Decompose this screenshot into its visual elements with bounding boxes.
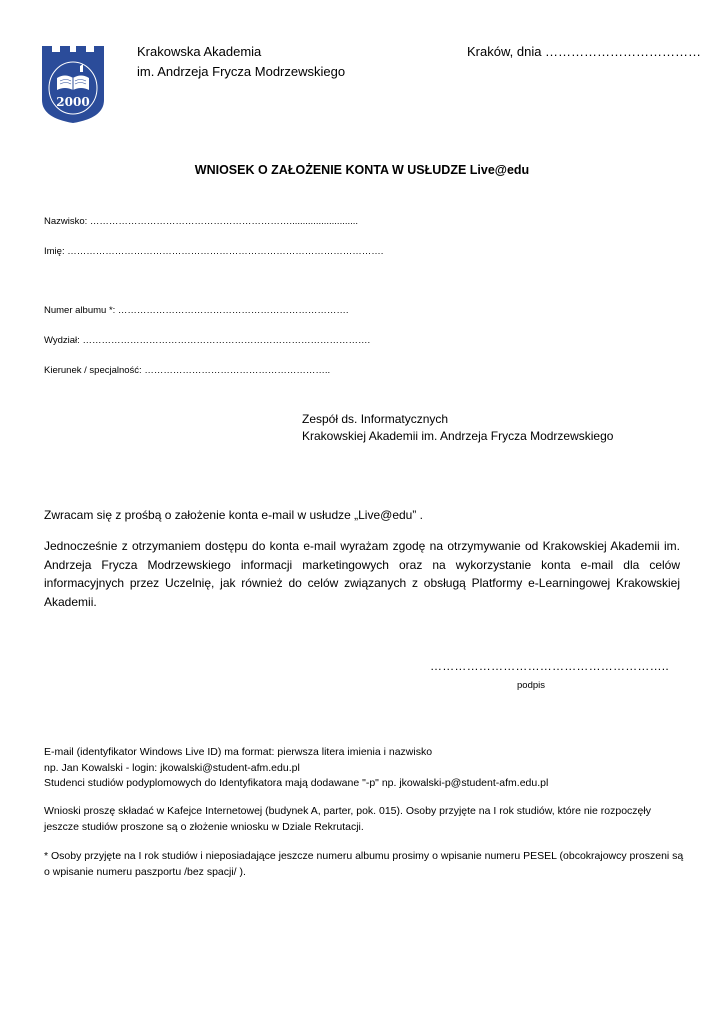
addressee-line-1: Zespół ds. Informatycznych	[302, 412, 449, 426]
email-format-line-1: E-mail (identyfikator Windows Live ID) ma format: pierwsza litera imienia i nazwisko	[44, 746, 433, 758]
email-format-line-3: Studenci studiów podyplomowych do Identyfikatora mają dodawane "-p" np. jkowalski-p@student-afm.edu.pl	[44, 777, 549, 789]
addressee	[302, 411, 613, 445]
logo-year: 2000	[56, 95, 90, 109]
field-faculty[interactable]: Wydział: ……………………………………………………………………………….	[44, 335, 371, 346]
addressee-line-2: Krakowskiej Akademii im. Andrzeja Frycza Modrzewskiego	[302, 429, 614, 443]
signature-label: podpis	[517, 680, 545, 691]
university-logo	[40, 42, 106, 124]
institution-line-1: Krakowska Akademia	[137, 44, 262, 59]
institution-line-2: im. Andrzeja Frycza Modrzewskiego	[137, 64, 346, 79]
document-title: WNIOSEK O ZAŁOŻENIE KONTA W USŁUDZE Live@edu	[194, 163, 530, 177]
email-format-line-2: np. Jan Kowalski - login: jkowalski@student-afm.edu.pl	[44, 761, 300, 774]
institution-name	[137, 42, 345, 82]
field-first-name[interactable]: Imię: ……………………………………………………………………………………….	[44, 246, 384, 257]
university-crest-icon	[40, 42, 106, 124]
request-paragraph: Zwracam się z prośbą o założenie konta e-mail w usłudze „Live@edu” .	[44, 508, 424, 522]
signature-line[interactable]: …………………………………………………..	[430, 659, 669, 673]
submission-note: Wnioski proszę składać w Kafejce Internetowej (budynek A, parter, pok. 015). Osoby przyjęte na I rok studiów, które nie rozpoczęły jeszcze studiów proszone są o złożenie wniosku w Dziale Rekrutacji.	[44, 805, 651, 833]
consent-paragraph: Jednocześnie z otrzymaniem dostępu do konta e-mail wyrażam zgodę na otrzymywanie od Krakowskiej Akademii im. Andrzeja Frycza Modrzewskiego informacji marketingowych oraz na wykorzystanie konta e-mail dla celów informacyjnych przez Uczelnię, jak również do celów związanych z obsługą Platformy e-Learningowej Krakowskiej Akademii.	[44, 539, 680, 609]
field-major-specialty[interactable]: Kierunek / specjalność: …………………………………………………..	[44, 365, 331, 376]
footnote: * Osoby przyjęte na I rok studiów i nieposiadające jeszcze numeru albumu prosimy o wpisanie numeru PESEL (obcokrajowcy proszeni są o wpisanie numeru paszportu /bez spacji/ ).	[44, 850, 684, 878]
field-surname[interactable]: Nazwisko: ………………………………………………………..........................	[44, 216, 359, 227]
email-format-note	[44, 745, 684, 792]
place-date: Kraków, dnia ………………………………	[467, 44, 702, 59]
field-album-number[interactable]: Numer albumu *: ……………………………………………………………….	[44, 305, 349, 316]
